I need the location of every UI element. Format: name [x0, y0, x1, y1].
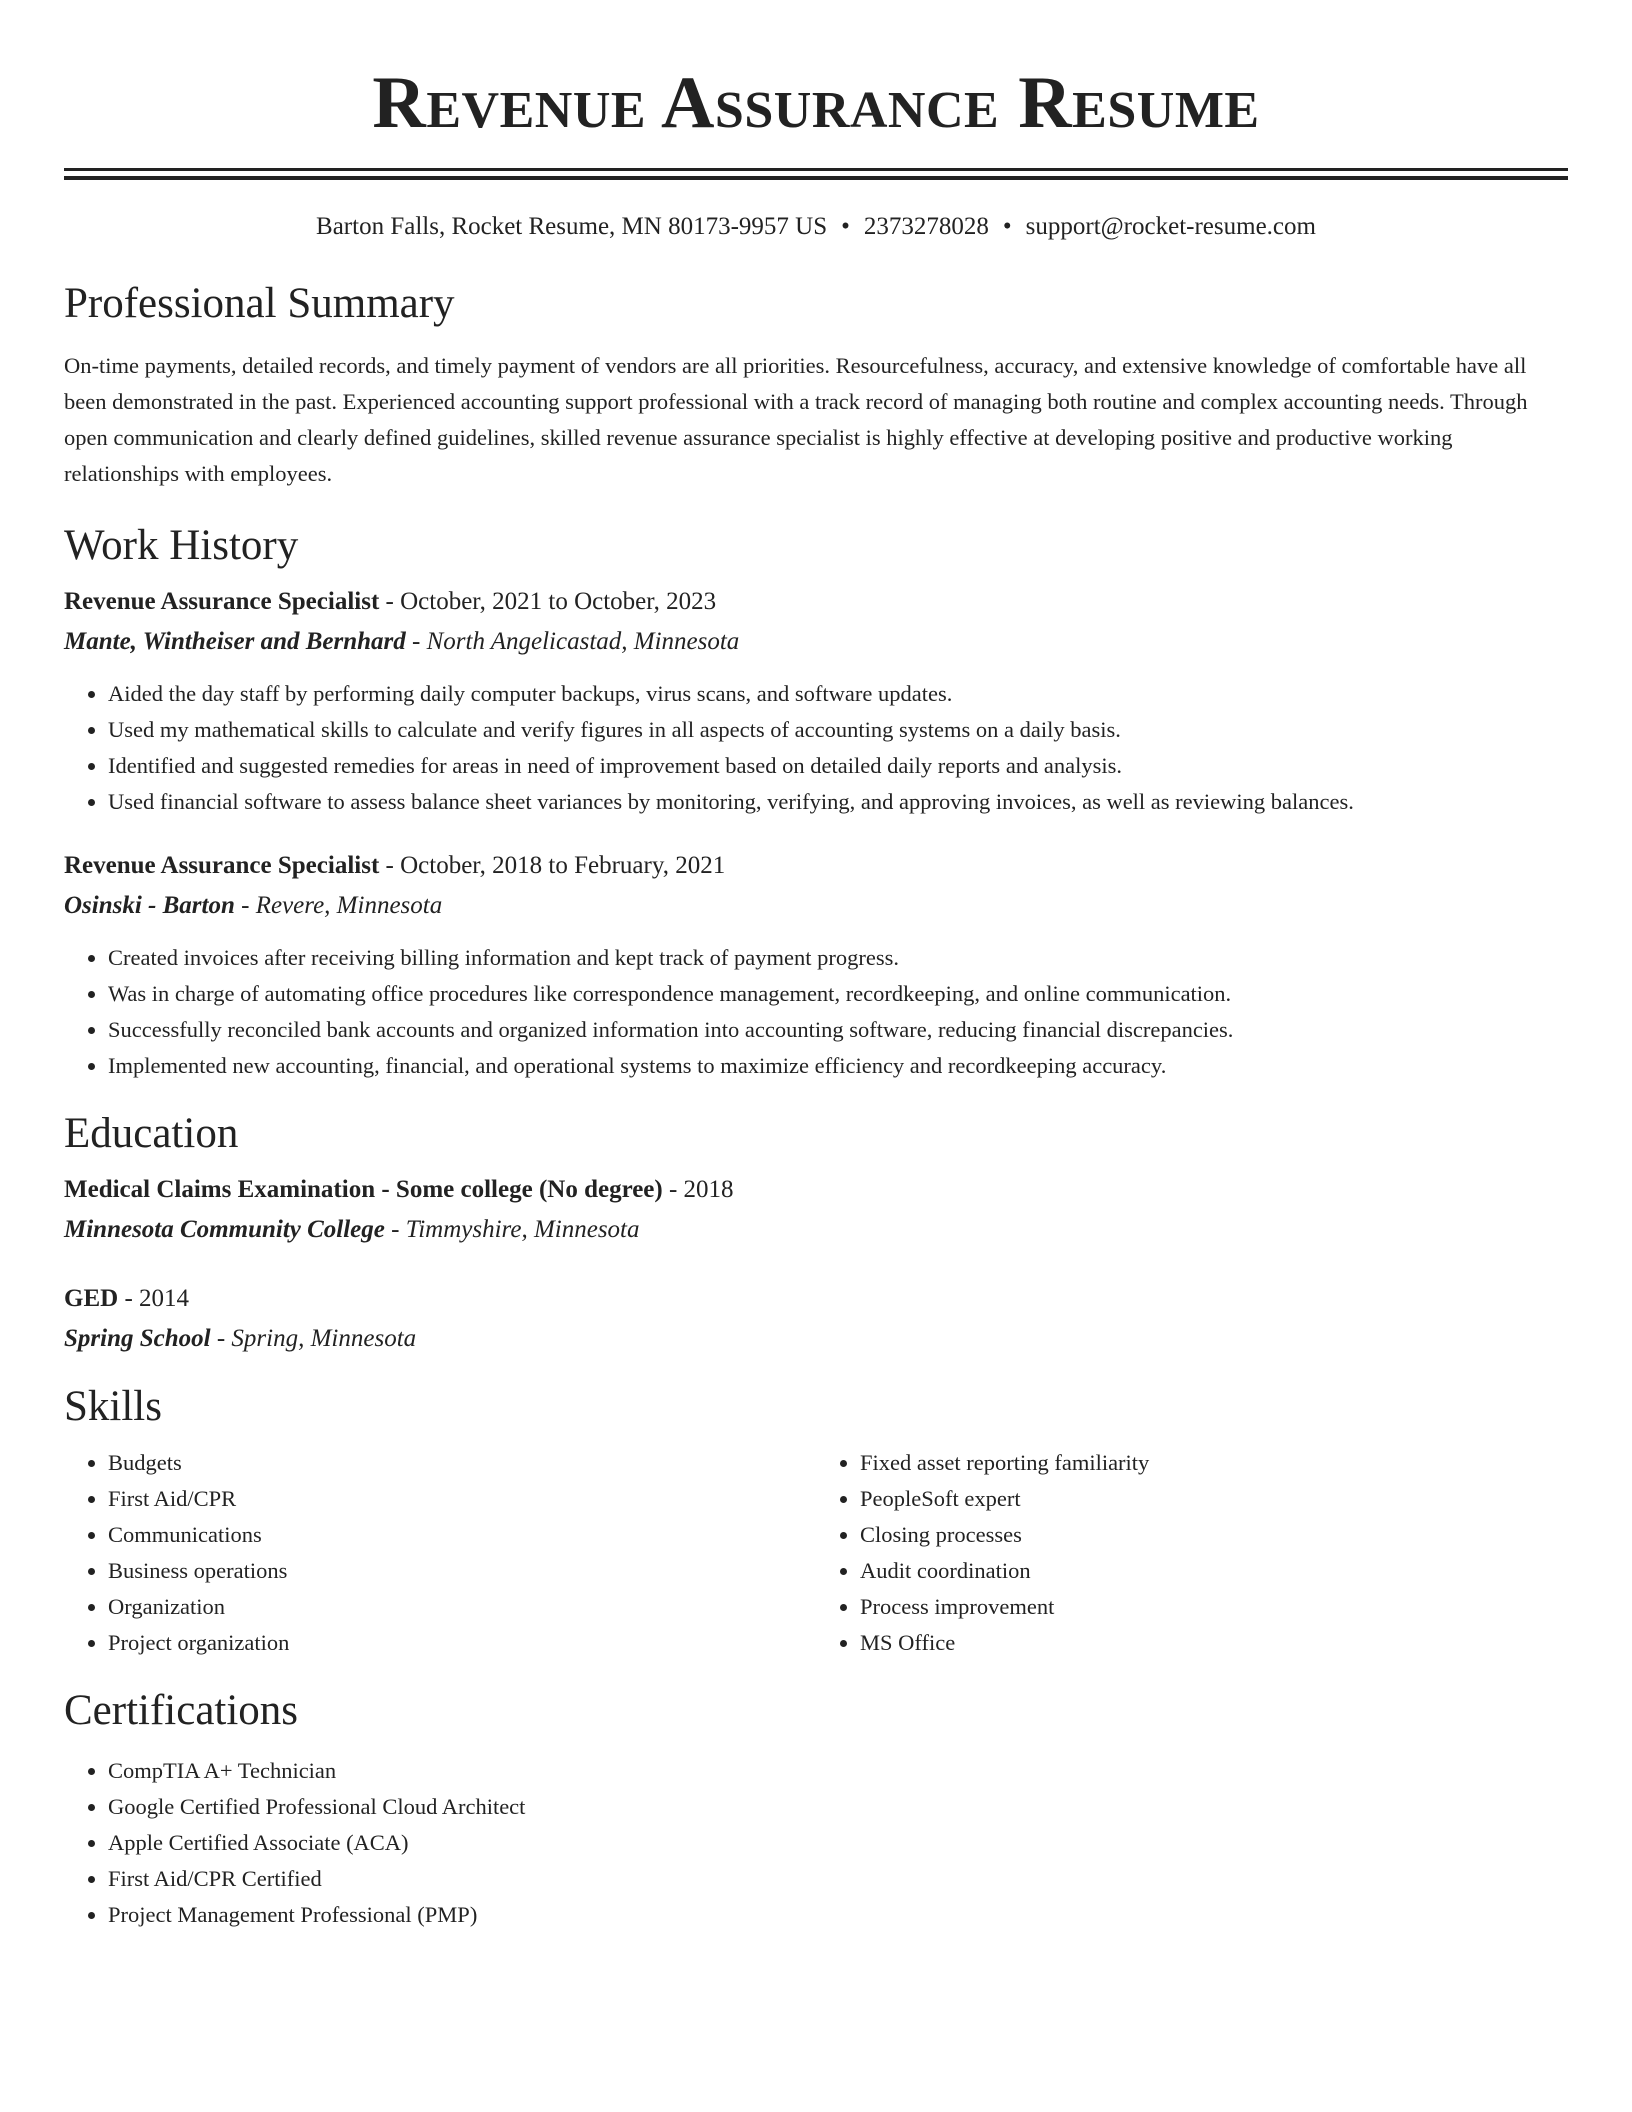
- list-item: • Identified and suggested remedies for areas in need of improvement based on detailed daily reports and analysis.: [108, 748, 1568, 784]
- list-item: • Audit coordination: [860, 1553, 1568, 1589]
- school-location: - Spring, Minnesota: [210, 1325, 417, 1352]
- list-item: • PeopleSoft expert: [860, 1481, 1568, 1517]
- list-item: • Process improvement: [860, 1589, 1568, 1625]
- job-employer: [64, 886, 1568, 926]
- job-title: Revenue Assurance Specialist: [64, 852, 380, 879]
- skills-heading: Skills: [64, 1383, 162, 1430]
- contact-separator: •: [841, 213, 850, 240]
- list-item: • Used my mathematical skills to calculate and verify figures in all aspects of accounting systems on a daily basis.: [108, 712, 1568, 748]
- title-divider-top: [64, 168, 1568, 171]
- list-item: • Organization: [108, 1589, 816, 1625]
- school-name: Minnesota Community College: [64, 1216, 385, 1243]
- list-item: • Apple Certified Associate (ACA): [108, 1825, 1568, 1861]
- list-item: • Fixed asset reporting familiarity: [860, 1445, 1568, 1481]
- contact-phone: 2373278028: [863, 213, 989, 240]
- education-entry: [64, 1170, 1568, 1250]
- contact-line: [64, 210, 1568, 244]
- summary-text: On-time payments, detailed records, and timely payment of vendors are all priorities. Resourcefulness, accuracy, and extensive knowledge of comfortable have all been demonstrated in the past. Experienced accounting support professional with a track record of managing both routine and complex accounting needs. Through open communication and clearly defined guidelines, skilled revenue assurance specialist is highly effective at developing positive and productive working relationships with employees.: [64, 353, 1528, 486]
- company-name: Osinski - Barton: [64, 892, 235, 919]
- job-location: - North Angelicastad, Minnesota: [405, 628, 740, 655]
- list-item: • Used financial software to assess balance sheet variances by monitoring, verifying, and approving invoices, as well as reviewing balances.: [108, 784, 1568, 820]
- degree-year: - 2018: [662, 1176, 734, 1203]
- list-item: • Successfully reconciled bank accounts and organized information into accounting software, reducing financial discrepancies.: [108, 1012, 1568, 1048]
- list-item: • MS Office: [860, 1625, 1568, 1661]
- summary-heading: Professional Summary: [64, 280, 455, 327]
- school-location: - Timmyshire, Minnesota: [384, 1216, 640, 1243]
- job-entry: [64, 846, 1568, 1084]
- list-item: • Communications: [108, 1517, 816, 1553]
- job-dates: - October, 2021 to October, 2023: [379, 588, 717, 615]
- company-name: Mante, Wintheiser and Bernhard: [64, 628, 406, 655]
- list-item: • Budgets: [108, 1445, 816, 1481]
- skills-list-left: [64, 1445, 816, 1661]
- title-divider-bottom: [64, 176, 1568, 180]
- list-item: • Created invoices after receiving billing information and kept track of payment progress.: [108, 940, 1568, 976]
- skills-list-right: [816, 1445, 1568, 1661]
- school-line: [64, 1319, 1568, 1359]
- certifications-list: [64, 1753, 1568, 1933]
- certifications-section: [64, 1685, 1568, 1933]
- job-location: - Revere, Minnesota: [234, 892, 443, 919]
- job-header: [64, 846, 1568, 886]
- list-item: • First Aid/CPR Certified: [108, 1861, 1568, 1897]
- list-item: • Google Certified Professional Cloud Architect: [108, 1789, 1568, 1825]
- degree-name: GED: [64, 1285, 119, 1312]
- certifications-heading: Certifications: [64, 1687, 299, 1734]
- list-item: • Aided the day staff by performing daily computer backups, virus scans, and software updates.: [108, 676, 1568, 712]
- degree-line: [64, 1279, 1568, 1319]
- work-history-section: [64, 520, 1568, 1084]
- summary-section: [64, 278, 1568, 492]
- degree-name: Medical Claims Examination - Some college (No degree): [64, 1176, 663, 1203]
- school-name: Spring School: [64, 1325, 211, 1352]
- job-duties: [64, 676, 1568, 820]
- contact-email: support@rocket-resume.com: [1025, 213, 1316, 240]
- list-item: • First Aid/CPR: [108, 1481, 816, 1517]
- list-item: • CompTIA A+ Technician: [108, 1753, 1568, 1789]
- job-header: [64, 582, 1568, 622]
- job-duties: [64, 940, 1568, 1084]
- degree-line: [64, 1170, 1568, 1210]
- list-item: • Project Management Professional (PMP): [108, 1897, 1568, 1933]
- list-item: • Business operations: [108, 1553, 816, 1589]
- work-history-heading: Work History: [64, 522, 299, 569]
- list-item: • Project organization: [108, 1625, 816, 1661]
- list-item: • Was in charge of automating office procedures like correspondence management, recordkeeping, and online communication.: [108, 976, 1568, 1012]
- school-line: [64, 1210, 1568, 1250]
- education-heading: Education: [64, 1110, 239, 1157]
- education-entry: [64, 1279, 1568, 1359]
- skills-columns: [64, 1445, 1568, 1661]
- degree-year: - 2014: [118, 1285, 190, 1312]
- list-item: • Closing processes: [860, 1517, 1568, 1553]
- job-employer: [64, 622, 1568, 662]
- list-item: • Implemented new accounting, financial, and operational systems to maximize efficiency and recordkeeping accuracy.: [108, 1048, 1568, 1084]
- contact-separator: •: [1002, 213, 1012, 240]
- contact-address: Barton Falls, Rocket Resume, MN 80173-9957 US: [316, 213, 828, 240]
- job-entry: [64, 582, 1568, 820]
- education-section: [64, 1108, 1568, 1359]
- page-title: Revenue Assurance Resume: [372, 62, 1260, 144]
- job-dates: - October, 2018 to February, 2021: [379, 852, 726, 879]
- job-title: Revenue Assurance Specialist: [64, 588, 380, 615]
- skills-section: [64, 1381, 1568, 1661]
